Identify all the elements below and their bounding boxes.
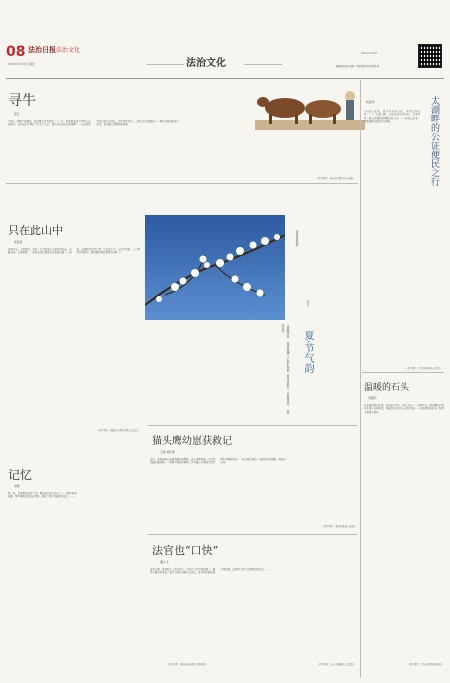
byline-wennuan: 刘朝阳 [368,396,377,400]
footnote-taihu: （作者单位：江苏省无锡市公证处） [405,367,442,370]
byline-zhizaicishan: 黄曼茜 [14,240,23,244]
byline-jiyi: 何峰 [14,484,20,488]
page-number: 08 [6,44,26,60]
poem-xiajieqi: 立夏蛙声起，小满麦穗黄；芒种忙收种，夏至日最长；小暑温风至，大暑雨水旺。 [281,324,290,414]
section-ornament-right [244,50,282,65]
body-xunniu: “明天一早要下地翻田，看这雨水也不够用。”……牛，到老就变成了村里公家的耕牛，在乡亲们手里转了好几户人家，最后住在我家的牛棚里……父亲说找牛就是找自己的心，找不到牛的人，心里总是空落落的……那头牛最终被寻了回来，在田埂上慢慢地吃着草。 [8,120,179,127]
byline-xunniu: 张红 [14,112,20,116]
footnote-zhizaicishan: （作者单位：福建省宁德市中级人民法院） [96,429,140,432]
vertical-caption: 某某某某/绘图 [295,230,298,247]
article-title-jiyi: 记忆 [8,468,33,482]
paper-subname: 法治文化 [56,47,81,54]
divider-owl-top [148,425,358,426]
byline-taihu: 杨淑菲 [366,100,375,104]
right-column-rule [360,80,361,678]
qr-code-icon [418,44,442,68]
header-rule [6,78,444,79]
body-faguan: 法官审案，讲究的是三思而后行，可也有“口快”的时候……面对当事人的诉求，能马上回应的就马上回应，能当场化解的就当场化解，这样的“口快”是对群众的负责。…… [150,568,271,575]
article-title-taihu: 太湖畔的公证便民之行 [429,96,439,186]
footnote-faguan: （作者单位：北京市通州区人民法院） [316,663,356,666]
body-owl: 近日，某县森林公安接到群众报警称，在山林间发现一只受伤的猫头鹰幼崽……民警立即赶往现场，将幼崽小心带回并联系野生动物救护站……经过精心救治，幼崽已恢复健康，被放归山林。 [150,458,286,465]
body-taihu: “小张公证员，我今天来办公证，办得又快又好！”……太湖之畔，公证员们走进乡村、走进社区，把公证服务送到群众家门口……一份份公证书，承载着群众的信任与期待。 [364,110,420,123]
footnote-owl: （作者单位：浙江省某县公安局） [321,525,356,528]
article-title-faguan: 法官也“口快” [152,544,219,557]
section-title: 法治文化 [186,58,226,69]
body-zhizaicishan: 离春节前，山风微凉，我们一行去看望大山深处的乡亲。山路弯弯，云雾缭绕，一位老法官扛着卷宗走在最前面……他说，法律就在百姓心里，只在此山中，云深不知处。大山里的矛盾纠纷，要用最朴素的道理去化解…… [8,248,140,255]
byline-owl: 王娟 刘佳明 [160,450,175,454]
article-title-xiajieqi: 夏·节气韵 [302,330,313,374]
byline-xiajieqi: 李志 [306,300,310,306]
byline-faguan: 潘小飞 [160,560,169,564]
footnote-wennuan: （作者单位：辽宁省盘锦市检察院） [407,663,444,666]
editors-line: 编辑/张红梅 编务 美编/高语 校对/张胜利 [336,65,379,68]
footnote-xunniu: （作者单位：河南省平顶山市公安局） [315,177,355,180]
footnote-jiyi: （作者单位：湖南省安乡县人民检察院） [166,663,208,666]
body-jiyi: 那一年，我刚到司法所工作，跟着老所长走村入户……那些年的档案、那些调解过的家长里短，都成了我心里最深的记忆。…… [8,492,77,499]
body-wennuan: 在我童年的记忆里，老家院子里有一块大石头……每到冬天，阳光晒过后的石头摸上去暖暖的，祖母常坐在石头上做针线活……这块温暖的石头，陪伴了我整个童年。 [364,404,444,414]
divider-1 [6,183,358,184]
article-title-zhizaicishan: 只在此山中 [8,224,63,237]
issue-date: 2025年7月29日 星期二 [8,63,36,66]
divider-right [362,372,444,373]
article-title-xunniu: 寻牛 [8,93,36,109]
english-name: LEGAL DAILY [361,52,378,55]
page-header [6,44,446,72]
paper-name: 法治日报 [28,46,56,54]
blossom-photo [145,215,285,320]
article-title-wennuan: 温暖的石头 [364,383,410,393]
article-title-owl: 猫头鹰幼崽获救记 [152,436,232,447]
divider-faguan-top [148,534,358,535]
section-ornament-left [146,50,184,65]
